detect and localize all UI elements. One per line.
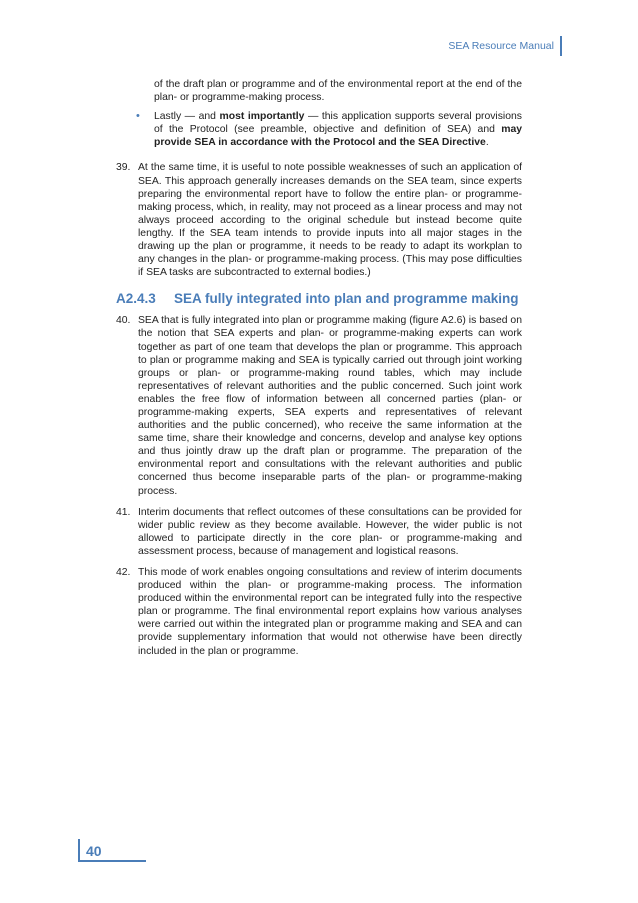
footer-rule-vertical [78, 839, 80, 861]
bullet-text-pre: Lastly — and [154, 111, 220, 123]
paragraph-39 [116, 161, 522, 279]
bullet-item [136, 110, 522, 149]
paragraph-number: 41. [116, 506, 131, 518]
paragraph-number: 42. [116, 567, 131, 578]
paragraph-40 [116, 314, 522, 497]
running-header: SEA Resource Manual [448, 40, 554, 52]
bullet-icon: • [136, 110, 140, 123]
bullet-text-end: . [485, 137, 489, 149]
paragraph-42 [116, 566, 522, 658]
paragraph-text: SEA that is fully integrated into plan or programme making (figure A2.6) is based on the notion that SEA experts and plan- or programme-making experts can work together as part of one team that develops the plan or programme. This approach to plan or programme making and SEA is typically carried out through joint working groups or plan- or programme-making round tables, which may include representatives of relevant authorities and the public concerned. Such joint work enables the free flow of information between all concerned parties (plan- or programme-making experts, SEA experts and representatives of relevant authorities and the public concerned), who receive the same information at the same time, share their knowledge and concerns, develop and analyse key options and thus jointly draw up the draft plan or programme. The preparation of the environmental report and consultations with the relevant authorities and public concerned thus become inseparable parts of the plan- or programme-making process. [138, 315, 522, 497]
section-heading [116, 291, 522, 307]
bullet-bold-protocol: may provide SEA in accordance with the Protocol and the SEA Directive [154, 124, 522, 149]
footer-rule-horizontal [78, 860, 146, 862]
section-title: SEA fully integrated into plan and programme making [174, 291, 519, 307]
paragraph-text: This mode of work enables ongoing consultations and review of interim documents produced within the plan- or programme-making process. The information produced within the environmental report can be integrated fully into the respective plan or programme. The final environmental report explains how various analyses were carried out within the integrated plan or programme making and SEA and can provide supplementary information that would not otherwise have been directly included in the plan or programme. [138, 567, 522, 657]
paragraph-41 [116, 506, 522, 558]
paragraph-text: Interim documents that reflect outcomes of these consultations can be provided for wider public review as they become available. However, the wider public is not allowed to participate directly in the core plan- or programme-making and assessment process, because of management and logistical reasons. [138, 506, 522, 557]
paragraph-number: 40. [116, 315, 131, 327]
section-number: A2.4.3 [116, 291, 156, 307]
bullet-bold-importantly: most importantly [219, 111, 305, 123]
continuation-text: of the draft plan or programme and of the environmental report at the end of the plan- or programme-making process. [154, 79, 522, 104]
page-number: 40 [86, 843, 102, 859]
header-rule [560, 36, 562, 56]
page-body [116, 78, 522, 666]
bullet-text-mid: — this application supports several provisions of the Protocol (see preamble, objective and definition of SEA) and [154, 111, 522, 136]
paragraph-text: At the same time, it is useful to note possible weaknesses of such an application of SEA. This approach generally increases demands on the SEA team, since experts preparing the environmental report have to follow the entire plan- or programme-making process, which, in reality, may not proceed as a linear process and may not always proceed according to the original schedule but instead become quite lengthy. If the SEA team intends to provide inputs into all major stages in the drawing up the plan or programme, it needs to be ready to adapt its workplan to any changes in the plan- or programme-making process. (This may pose difficulties if SEA tasks are subcontracted to external bodies.) [138, 162, 522, 279]
paragraph-number: 39. [116, 162, 131, 174]
